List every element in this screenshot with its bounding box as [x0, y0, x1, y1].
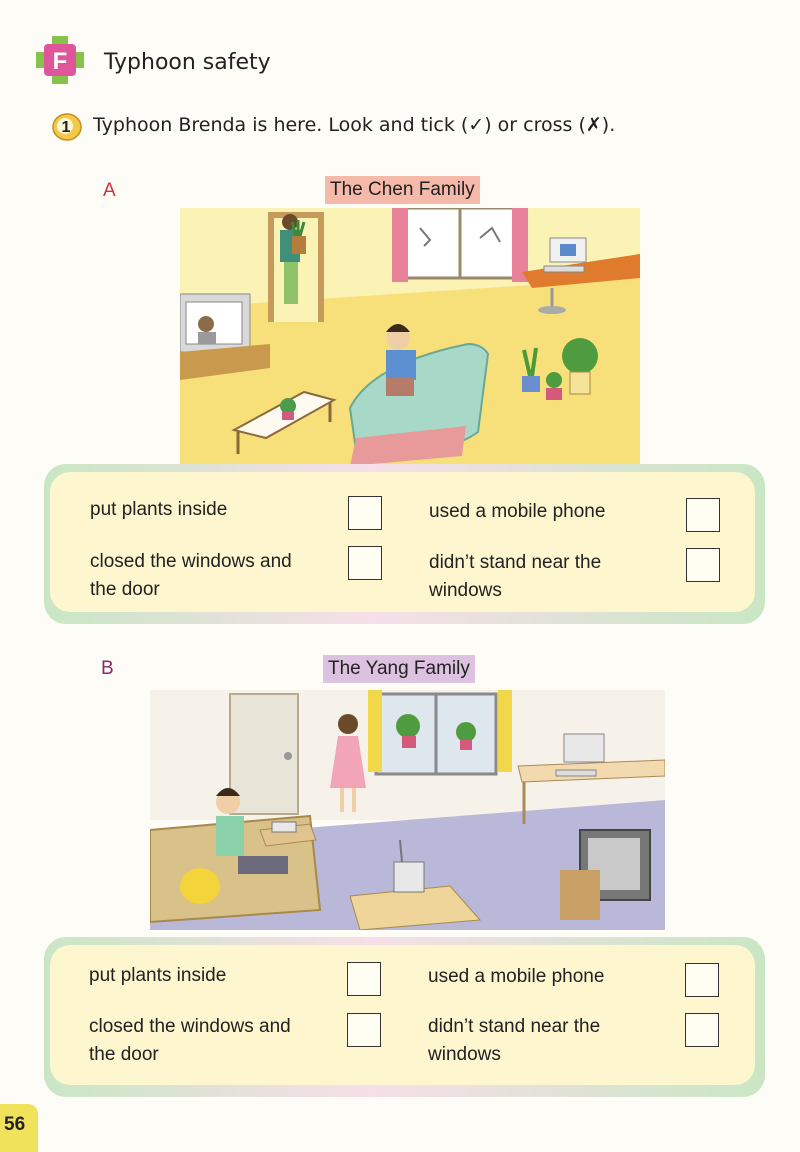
tickbox-didnt-stand-near-windows[interactable]	[686, 548, 720, 582]
family-b-title: The Yang Family	[323, 655, 475, 683]
yang-family-illustration	[150, 690, 665, 930]
tickbox-put-plants-inside[interactable]	[348, 496, 382, 530]
page-number: 56	[4, 1114, 26, 1135]
tickbox-closed-windows-door[interactable]	[348, 546, 382, 580]
instruction-number: 1	[61, 119, 71, 136]
section-letter: F	[52, 48, 68, 75]
tickbox-used-mobile-phone[interactable]	[686, 498, 720, 532]
item-put-plants-inside: put plants inside	[89, 965, 227, 986]
tickbox-put-plants-inside[interactable]	[347, 962, 381, 996]
item-didnt-stand-line2: windows	[428, 1044, 501, 1065]
family-a-checklist-panel	[50, 472, 755, 612]
tickbox-closed-windows-door[interactable]	[347, 1013, 381, 1047]
section-badge-icon	[36, 36, 84, 84]
instruction-text: Typhoon Brenda is here. Look and tick (✓) or cross (✗).	[93, 114, 616, 136]
item-closed-windows-line1: closed the windows and	[89, 1016, 291, 1037]
item-put-plants-inside: put plants inside	[90, 499, 228, 520]
item-used-mobile-phone: used a mobile phone	[428, 966, 605, 987]
item-closed-windows-line2: the door	[90, 579, 160, 600]
instruction-number-badge	[52, 112, 82, 142]
item-didnt-stand-line2: windows	[429, 580, 502, 601]
item-didnt-stand-line1: didn’t stand near the	[429, 552, 602, 573]
item-didnt-stand-line1: didn’t stand near the	[428, 1016, 601, 1037]
family-b-checklist-panel	[50, 945, 755, 1085]
family-a-letter: A	[103, 180, 116, 201]
family-a-title: The Chen Family	[325, 176, 480, 204]
item-used-mobile-phone: used a mobile phone	[429, 501, 606, 522]
tickbox-used-mobile-phone[interactable]	[685, 963, 719, 997]
section-title: Typhoon safety	[104, 50, 271, 75]
item-closed-windows-line2: the door	[89, 1044, 159, 1065]
item-closed-windows-line1: closed the windows and	[90, 551, 292, 572]
tickbox-didnt-stand-near-windows[interactable]	[685, 1013, 719, 1047]
family-b-letter: B	[101, 658, 114, 679]
chen-family-illustration	[180, 208, 640, 464]
section-badge	[36, 36, 84, 84]
